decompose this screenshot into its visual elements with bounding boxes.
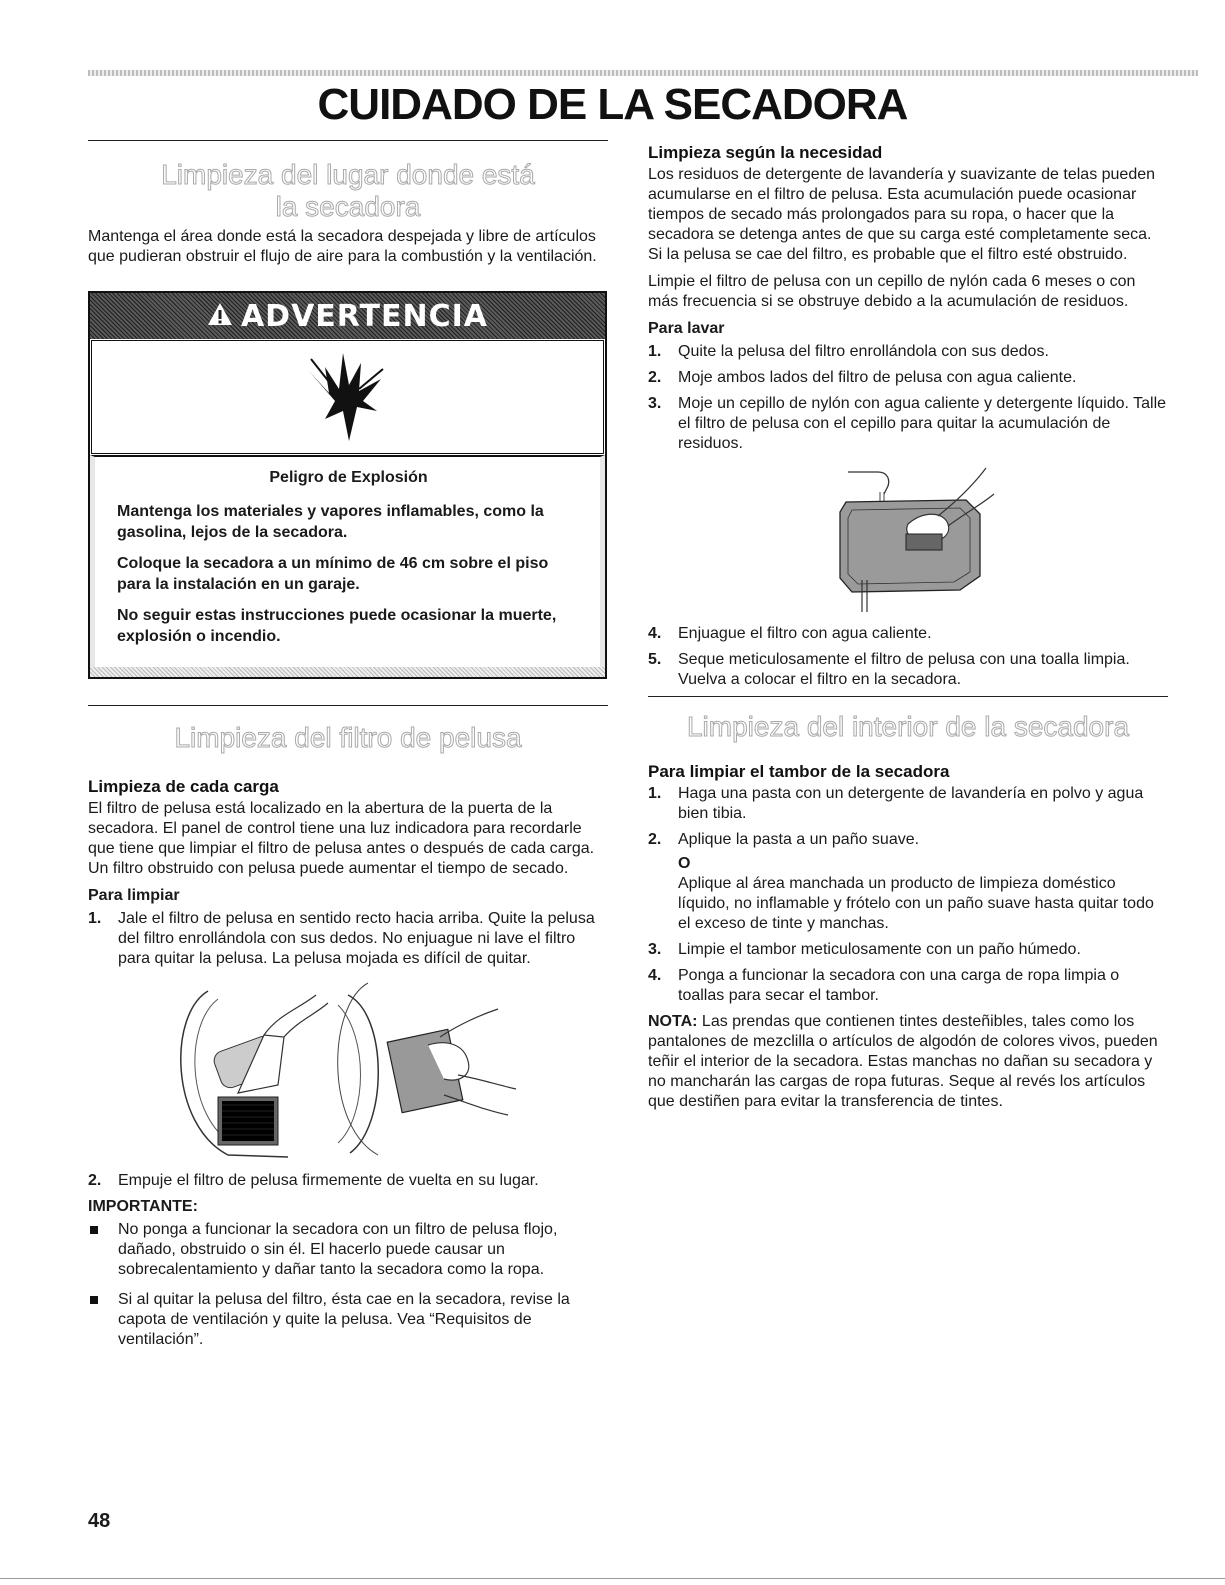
list-item (648, 368, 1168, 388)
left-column (88, 140, 608, 1356)
top-decorative-rule (88, 70, 1198, 76)
warning-paragraph: Coloque la secadora a un mínimo de 46 cm sobre el piso para la instalación en un garaje. (117, 555, 549, 593)
section-title-line: la secadora (275, 191, 421, 222)
section-title-dryer-interior (648, 711, 1168, 743)
lint-filter-removal-illustration (88, 975, 608, 1165)
bottom-rule (0, 1578, 1225, 1579)
step-number: 2. (648, 369, 662, 386)
to-wash-heading: Para lavar (648, 320, 725, 337)
section-divider (88, 140, 608, 141)
warning-paragraph: Mantenga los materiales y vapores inflamables, como la gasolina, lejos de la secadora. (117, 503, 544, 541)
note-label: NOTA: (648, 1013, 698, 1030)
step-number: 1. (648, 343, 662, 360)
step-text: Moje ambos lados del filtro de pelusa con agua caliente. (678, 369, 1077, 386)
explosion-icon (303, 349, 393, 445)
step-number: 2. (88, 1172, 102, 1189)
step-text: Limpie el tambor meticulosamente con un paño húmedo. (678, 941, 1081, 958)
warning-header (90, 293, 605, 339)
warning-body (90, 455, 605, 667)
list-item (648, 940, 1168, 960)
filter-brushing-illustration (648, 460, 1168, 620)
step-number: 4. (648, 967, 662, 984)
list-item (648, 784, 1168, 824)
dryer-location-text: Mantenga el área donde está la secadora despejada y libre de artículos que pudieran obstruir el flujo de aire para la combustión y la ventilación. (88, 228, 597, 265)
warning-paragraph: No seguir estas instrucciones puede ocasionar la muerte, explosión o incendio. (117, 607, 557, 645)
list-item (648, 966, 1168, 1006)
list-item (88, 1171, 608, 1191)
or-label: O (678, 855, 691, 872)
step-text: Ponga a funcionar la secadora con una carga de ropa limpia o toallas para secar el tambor. (678, 967, 1120, 1004)
step-text: Moje un cepillo de nylón con agua caliente y detergente líquido. Talle el filtro de pelusa con el cepillo para quitar la acumulación de residuos. (678, 395, 1167, 452)
step-number: 5. (648, 651, 662, 668)
page-number: 48 (88, 1510, 111, 1532)
as-needed-heading: Limpieza según la necesidad (648, 143, 883, 162)
step-text: Enjuague el filtro con agua caliente. (678, 625, 932, 642)
list-item (648, 650, 1168, 690)
step-text: Seque meticulosamente el filtro de pelusa con una toalla limpia. Vuelva a colocar el filtro en la secadora. (678, 651, 1130, 688)
warning-title: Peligro de Explosión (269, 469, 428, 486)
warning-box (88, 291, 607, 679)
step-number: 1. (88, 910, 102, 927)
page-title: CUIDADO DE LA SECADORA (317, 80, 908, 129)
right-column (648, 140, 1168, 1119)
bullet-item (88, 1220, 608, 1280)
drum-heading: Para limpiar el tambor de la secadora (648, 762, 950, 781)
bullet-text: Si al quitar la pelusa del filtro, ésta cae en la secadora, revise la capota de ventilación y quite la pelusa. Vea “Requisitos de ventilación”. (118, 1291, 570, 1348)
section-title-lint-filter (88, 722, 608, 754)
step-number: 3. (648, 941, 662, 958)
each-load-text: El filtro de pelusa está localizado en la abertura de la puerta de la secadora. El panel de control tiene una luz indicadora para recordarle que tiene que limpiar el filtro de pelusa antes o después de cada carga. Un filtro obstruido con pelusa puede aumentar el tiempo de secado. (88, 800, 595, 877)
bullet-text: No ponga a funcionar la secadora con un filtro de pelusa flojo, dañado, obstruido o sin él. El hacerlo puede causar un sobrecalentamiento y dañar tanto la secadora como la ropa. (118, 1221, 558, 1278)
explosion-icon-area (91, 340, 604, 454)
each-load-heading: Limpieza de cada carga (88, 777, 279, 796)
step-text: Empuje el filtro de pelusa firmemente de vuelta en su lugar. (118, 1172, 539, 1189)
note-paragraph (648, 1012, 1168, 1112)
bullet-item (88, 1290, 608, 1350)
section-title-line: Limpieza del lugar donde está (161, 159, 535, 190)
step-alt-text: Aplique al área manchada un producto de limpieza doméstico líquido, no inflamable y frótelo con un paño suave hasta quitar todo el exceso de tinte y manchas. (678, 875, 1154, 932)
list-item (648, 394, 1168, 454)
step-text: Aplique la pasta a un paño suave. (678, 831, 920, 848)
section-title-line: Limpieza del filtro de pelusa (174, 722, 522, 753)
section-title-dryer-location (88, 159, 608, 223)
to-clean-heading: Para limpiar (88, 887, 180, 904)
step-number: 4. (648, 625, 662, 642)
section-divider (648, 696, 1168, 697)
list-item (88, 909, 608, 969)
section-divider (88, 705, 608, 706)
section-title-line: Limpieza del interior de la secadora (686, 711, 1130, 742)
step-text: Haga una pasta con un detergente de lavandería en polvo y agua bien tibia. (678, 785, 1144, 822)
as-needed-text: Los residuos de detergente de lavandería y suavizante de telas pueden acumularse en el filtro de pelusa. Esta acumulación puede ocasionar tiempos de secado más prolongados para su ropa, o hacer que la secadora se detenga antes de que su carga esté completamente seca. Si la pelusa se cae del filtro, es probable que el filtro esté obstruido. (648, 166, 1156, 263)
list-item (648, 342, 1168, 362)
warning-footer-bar (90, 667, 605, 677)
as-needed-text: Limpie el filtro de pelusa con un cepillo de nylón cada 6 meses o con más frecuencia si se obstruye debido a la acumulación de residuos. (648, 273, 1136, 310)
important-heading: IMPORTANTE: (88, 1198, 198, 1215)
step-number: 3. (648, 395, 662, 412)
step-text: Quite la pelusa del filtro enrollándola con sus dedos. (678, 343, 1049, 360)
step-number: 2. (648, 831, 662, 848)
list-item (648, 624, 1168, 644)
step-number: 1. (648, 785, 662, 802)
warning-triangle-icon (207, 299, 233, 334)
note-text: Las prendas que contienen tintes desteñibles, tales como los pantalones de mezclilla o artículos de algodón de colores vivos, pueden teñir el interior de la secadora. Estas manchas no dañan su secadora y no mancharán las cargas de ropa futuras. Seque al revés los artículos que destiñen para evitar la transferencia de tintes. (648, 1013, 1158, 1110)
warning-header-text: ADVERTENCIA (240, 298, 489, 334)
bullet-icon (90, 1226, 98, 1234)
bullet-icon (90, 1296, 98, 1304)
step-text: Jale el filtro de pelusa en sentido recto hacia arriba. Quite la pelusa del filtro enrollándola con sus dedos. No enjuague ni lave el filtro para quitar la pelusa. La pelusa mojada es difícil de quitar. (118, 910, 595, 967)
list-item (648, 830, 1168, 934)
